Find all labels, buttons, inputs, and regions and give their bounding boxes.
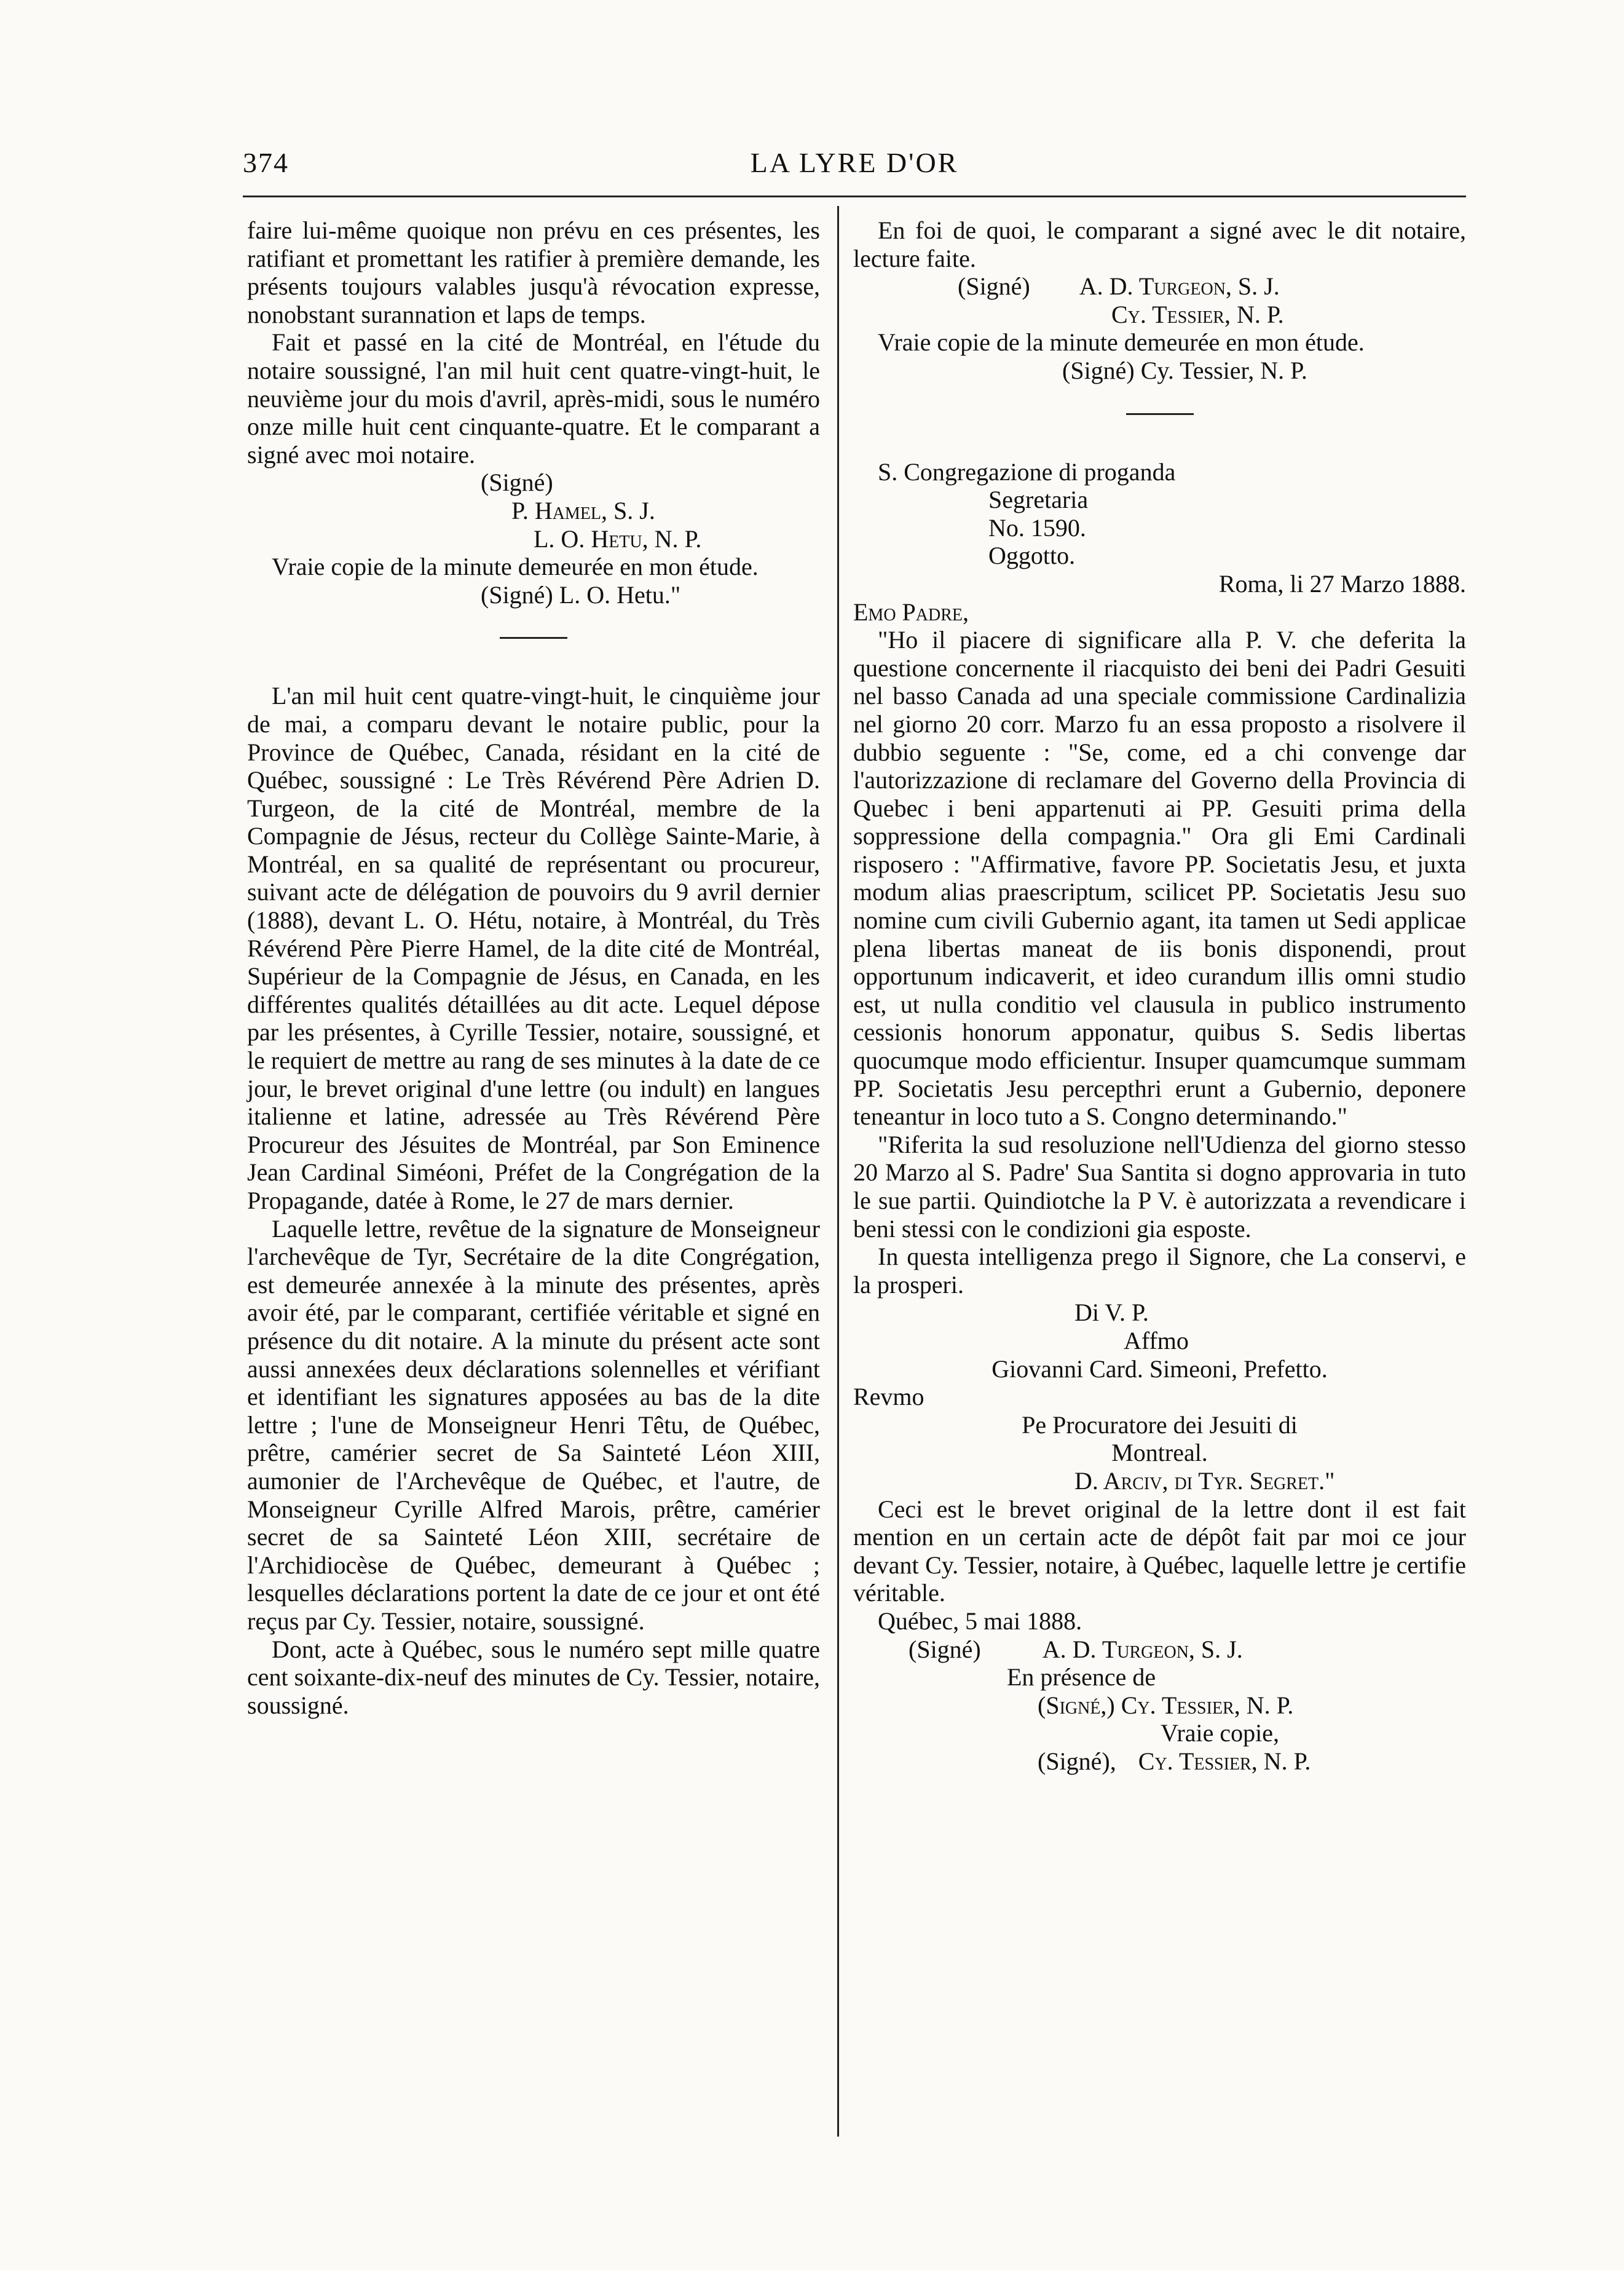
paragraph: Dont, acte à Québec, sous le numéro sept mille quatre cent soixante-dix-neuf des minutes de Cy. Tessier, notaire, soussigné. xyxy=(247,1635,821,1719)
paragraph: "Riferita la sud resoluzione nell'Udienza del giorno stesso 20 Marzo al S. Padre' Sua Santita si dogno approvaria in tuto le sue partii. Quindiotche la P V. è autorizzata a revendicare i beni stessi con le condizioni gia esposte. xyxy=(853,1130,1466,1243)
signature-label: (Signé), xyxy=(1038,1747,1116,1775)
signature-line: (Signé) Cy. Tessier, N. P. xyxy=(1062,356,1307,384)
signature-name: P. Hamel, S. J. xyxy=(511,496,655,524)
signature-name: Cy. Tessier, N. P. xyxy=(1111,300,1284,328)
page-number: 374 xyxy=(243,147,289,178)
letter-closing: Di V. P. xyxy=(1074,1299,1149,1327)
address-line: Pe Procuratore dei Jesuiti di xyxy=(1022,1410,1298,1439)
paragraph: En foi de quoi, le comparant a signé avec le dit notaire, lecture faite. xyxy=(853,216,1466,272)
letter-number: No. 1590. xyxy=(988,513,1086,542)
paragraph: faire lui-même quoique non prévu en ces présentes, les ratifiant et promettant les ratifier à première demande, les présents toujours valables jusqu'à révocation expresse, nonobstant surannation et laps de temps. xyxy=(247,216,820,328)
address-signature: D. Arciv, di Tyr. Segret." xyxy=(1074,1466,1335,1495)
signature-name: L. O. Hetu, N. P. xyxy=(534,524,702,553)
letter-salutation: Emo Padre, xyxy=(853,598,969,626)
left-column xyxy=(247,216,820,1719)
paragraph: Vraie copie de la minute demeurée en mon étude. xyxy=(878,328,1365,357)
letter-signature: Giovanni Card. Simeoni, Prefetto. xyxy=(991,1354,1328,1383)
letter-closing: Affmo xyxy=(1124,1326,1189,1354)
running-title: LA LYRE D'OR xyxy=(750,147,959,178)
signature-label: (Signé) xyxy=(481,469,553,497)
letter-subject: Oggotto. xyxy=(988,542,1076,570)
header-rule xyxy=(243,196,1466,197)
column-rule xyxy=(837,206,839,2137)
paragraph: Fait et passé en la cité de Montréal, en l'étude du notaire soussigné, l'an mil huit cent quatre-vingt-huit, le neuvième jour du mois d'avril, après-midi, sous le numéro onze mille huit cent cinquante-quatre. Et le comparant a signé avec moi notaire. xyxy=(247,328,820,469)
paragraph: Vraie copie de la minute demeurée en mon étude. xyxy=(272,553,759,581)
address-label: Revmo xyxy=(853,1383,924,1411)
signature-label: (Signé) xyxy=(958,272,1030,301)
paragraph: Laquelle lettre, revêtue de la signature de Monseigneur l'archevêque de Tyr, Secrétaire de la dite Congrégation, est demeurée annexée à la minute des présentes, après avoir été, par le comparant, certifiée véritable et signé en présence du dit notaire. A la minute du présent acte sont aussi annexées deux déclarations solennelles et vérifiant et identifiant les signatures apposées au bas de la dite lettre ; l'une de Monseigneur Henri Têtu, de Québec, prêtre, camérier secret de Sa Sainteté Léon XIII, aumonier de l'Archevêque de Québec, et l'autre, de Monseigneur Cyrille Alfred Marois, prêtre, camérier secret de sa Sainteté Léon XIII, secrétaire de l'Archidiocèse de Québec, demeurant à Québec ; lesquelles déclarations portent la date de ce jour et ont été reçus par Cy. Tessier, notaire, soussigné. xyxy=(247,1214,820,1635)
address-line: Montreal. xyxy=(1111,1439,1208,1467)
letter-heading: Segretaria xyxy=(988,486,1089,514)
signature-name: A. D. Turgeon, S. J. xyxy=(1079,272,1280,301)
presence-line: En présence de xyxy=(1007,1663,1156,1691)
copy-label: Vraie copie, xyxy=(1161,1719,1280,1747)
signature-line: (Signé,) Cy. Tessier, N. P. xyxy=(1038,1691,1294,1719)
paragraph: L'an mil huit cent quatre-vingt-huit, le cinquième jour de mai, a comparu devant le notaire public, pour la Province de Québec, Canada, résidant en la cité de Québec, soussigné : Le Très Révérend Père Adrien D. Turgeon, de la cité de Montréal, membre de la Compagnie de Jésus, recteur du Collège Sainte-Marie, à Montréal, en sa qualité de représentant ou procureur, suivant acte de délégation de pouvoirs du 9 avril dernier (1888), devant L. O. Hétu, notaire, à Montréal, du Très Révérend Père Pierre Hamel, de la dite cité de Montréal, Supérieur de la Compagnie de Jésus, en Canada, en les différentes qualités détaillées au dit acte. Lequel dépose par les présentes, à Cyrille Tessier, notaire, soussigné, et le requiert de mettre au rang de ses minutes à la date de ce jour, le brevet original d'une lettre (ou indult) en langues italienne et latine, adressée au Très Révérend Père Procureur des Jésuites de Montréal, par Son Eminence Jean Cardinal Siméoni, Préfet de la Congrégation de la Propagande, datée à Rome, le 27 de mars dernier. xyxy=(247,682,820,1214)
page-header xyxy=(243,146,1466,202)
place-date: Québec, 5 mai 1888. xyxy=(878,1607,1082,1635)
letter-heading: S. Congregazione di proganda xyxy=(878,457,1176,486)
paragraph: In questa intelligenza prego il Signore, che La conservi, e la prosperi. xyxy=(853,1243,1466,1299)
signature-label: (Signé) xyxy=(909,1635,981,1663)
paragraph: "Ho il piacere di significare alla P. V. che deferita la questione concernente il riacquisto dei beni dei Padri Gesuiti nel basso Canada ad una speciale commissione Cardinalizia nel giorno 20 corr. Marzo fu an essa proposto a risolvere il dubbio seguente : "Se, come, ed a chi convenge dar l'autorizzazione di reclamare del Governo della Provincia di Quebec i beni appartenuti ai PP. Gesuiti prima della soppressione della compagnia." Ora gli Emi Cardinali risposero : "Affirmative, favore PP. Societatis Jesu, et juxta modum alias praescriptum, scilicet PP. Societatis Jesu suo nomine cum civili Gubernio agant, ita tamen ut Sedi applicae plena libertas maneat de iis bonis disponendi, prout opportunum indicaverit, et ideo curandum illis omni studio est, ut nulla conditio vel clausula in publico instrumento cessionis honorum apponatur, quibus S. Sedis libertas quocumque modo efficientur. Insuper quamcumque summam PP. Societatis Jesu percepthri erunt a Gubernio, deponere teneantur in loco tuto a S. Congno determinando." xyxy=(853,626,1466,1131)
signature-name: A. D. Turgeon, S. J. xyxy=(1042,1635,1243,1663)
letter-date: Roma, li 27 Marzo 1888. xyxy=(1218,569,1466,598)
paragraph: Ceci est le brevet original de la lettre dont il est fait mention en un certain acte de dépôt fait par moi ce jour devant Cy. Tessier, notaire, à Québec, laquelle lettre je certifie véritable. xyxy=(853,1495,1466,1607)
signature-name: Cy. Tessier, N. P. xyxy=(1138,1747,1311,1775)
signature-line: (Signé) L. O. Hetu." xyxy=(481,580,681,609)
right-column xyxy=(853,216,1466,1775)
